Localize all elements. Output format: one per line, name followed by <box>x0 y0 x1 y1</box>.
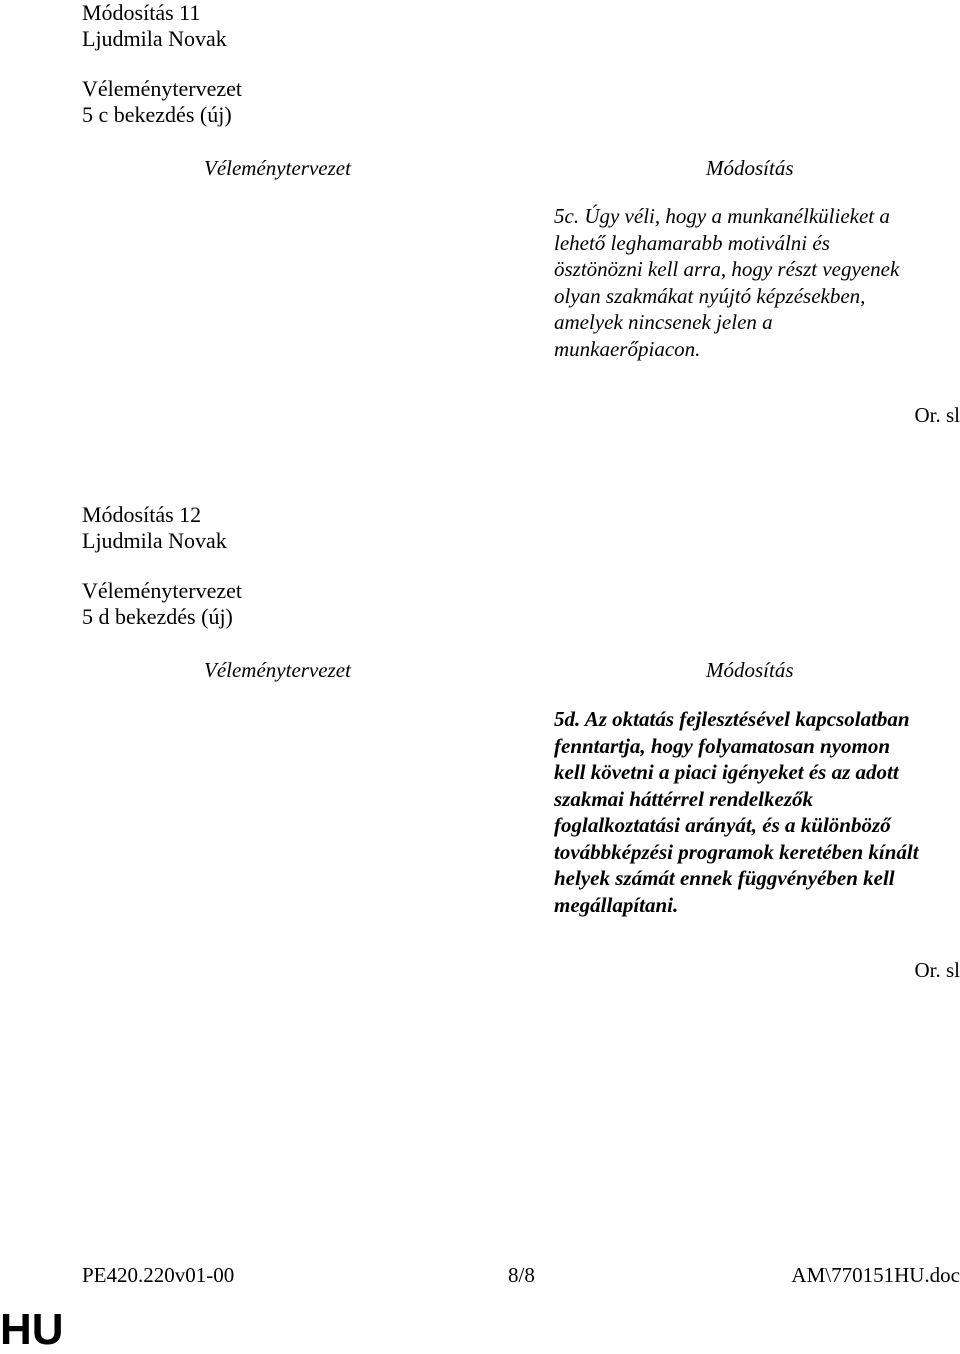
amendment-11-right-column-header: Módosítás <box>706 156 794 180</box>
amendment-12-number: Módosítás 12 <box>82 502 202 527</box>
amendment-11-author: Ljudmila Novak <box>82 26 227 51</box>
amendment-text-line: kell követni a piaci igényeket és az adott <box>554 760 899 784</box>
amendment-11-document: Véleménytervezet <box>82 76 243 101</box>
footer-file-reference: AM\770151HU.doc <box>791 1263 960 1287</box>
amendment-11-text <box>554 203 960 362</box>
language-code: HU <box>0 1305 64 1354</box>
amendment-text-line: 5d. Az oktatás fejlesztésével kapcsolatban <box>554 707 910 731</box>
amendment-text-line: olyan szakmákat nyújtó képzésekben, <box>554 283 866 308</box>
amendment-12-author: Ljudmila Novak <box>82 528 227 553</box>
amendment-text-line: megállapítani. <box>554 892 679 917</box>
amendment-11-number: Módosítás 11 <box>82 0 201 25</box>
amendment-text-line: fenntartja, hogy folyamatosan nyomon <box>554 733 891 758</box>
amendment-11-original-language: Or. sl <box>914 403 960 427</box>
amendment-12-left-column-header: Véleménytervezet <box>204 658 351 682</box>
amendment-12-right-column-header: Módosítás <box>706 658 794 682</box>
amendment-text-line: amelyek nincsenek jelen a <box>554 310 773 334</box>
footer-document-reference: PE420.220v01-00 <box>82 1263 235 1287</box>
amendment-12-text <box>554 706 960 918</box>
footer-page-number: 8/8 <box>508 1263 535 1287</box>
amendment-text-line: munkaerőpiacon. <box>554 336 701 361</box>
amendment-11-left-column-header: Véleménytervezet <box>204 156 351 180</box>
amendment-text-line: 5c. Úgy véli, hogy a munkanélkülieket a <box>554 204 890 228</box>
amendment-text-line: foglalkoztatási arányát, és a különböző <box>554 813 891 837</box>
amendment-12-section: 5 d bekezdés (új) <box>82 604 233 629</box>
amendment-text-line: lehető leghamarabb motiválni és <box>554 230 830 255</box>
amendment-12-document: Véleménytervezet <box>82 578 243 603</box>
amendment-text-line: helyek számát ennek függvényében kell <box>554 866 895 890</box>
amendment-text-line: ösztönözni kell arra, hogy részt vegyenek <box>554 257 900 281</box>
amendment-12-original-language: Or. sl <box>914 958 960 982</box>
amendment-11-section: 5 c bekezdés (új) <box>82 102 232 127</box>
amendment-text-line: szakmai háttérrel rendelkezők <box>554 786 814 811</box>
amendment-text-line: továbbképzési programok keretében kínált <box>554 839 919 864</box>
